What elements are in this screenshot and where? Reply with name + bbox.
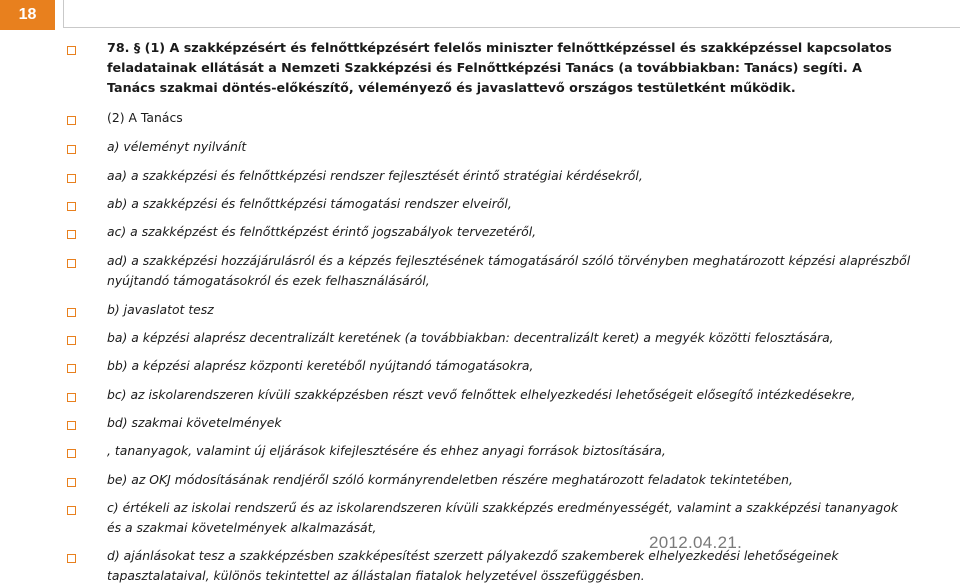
point-d: d) ajánlásokat tesz a szakképzésben szakképesítést szerzett pályakezdő szakemberek elhelyezkedési lehetőségeinek tapasztalataival, különös tekintettel az állástalan fiatalok helyzetével összefüggésben. bbox=[107, 548, 839, 583]
square-bullet-icon bbox=[67, 308, 76, 317]
point-aa: aa) a szakképzési és felnőttképzési rendszer fejlesztését érintő stratégiai kérdésekről, bbox=[107, 168, 643, 183]
square-bullet-icon bbox=[67, 364, 76, 373]
point-c: c) értékeli az iskolai rendszerű és az iskolarendszeren kívüli szakképzés eredményességét, valamint a szakképzési tananyagok és a szakmai követelmények alkalmazását, bbox=[107, 500, 898, 535]
square-bullet-icon bbox=[67, 421, 76, 430]
point-ba: ba) a képzési alaprész decentralizált keretének (a továbbiakban: decentralizált keret) a megyék közötti felosztására, bbox=[107, 330, 834, 345]
point-ab: ab) a szakképzési és felnőttképzési támogatási rendszer elveiről, bbox=[107, 196, 512, 211]
point-be: be) az OKJ módosításának rendjéről szóló kormányrendeletben részére meghatározott feladatok tekintetében, bbox=[107, 472, 793, 487]
point-bc: bc) az iskolarendszeren kívüli szakképzésben részt vevő felnőttek elhelyezkedési lehetőségeit elősegítő intézkedésekre, bbox=[107, 387, 856, 402]
square-bullet-icon bbox=[67, 449, 76, 458]
square-bullet-icon bbox=[67, 46, 76, 55]
square-bullet-icon bbox=[67, 230, 76, 239]
square-bullet-icon bbox=[67, 116, 76, 125]
square-bullet-icon bbox=[67, 259, 76, 268]
paragraph-78: 78. § (1) A szakképzésért és felnőttképzésért felelős miniszter felnőttképzéssel és szakképzéssel kapcsolatos feladatainak ellátását a Nemzeti Szakképzési és Felnőttképzési Tanács (a továbbiakban: Tanács) segíti. A Tanács szakmai döntés-előkészítő, véleményező és javaslattevő országos testületként működik. bbox=[107, 40, 892, 95]
square-bullet-icon bbox=[67, 336, 76, 345]
square-bullet-icon bbox=[67, 506, 76, 515]
point-bd-continued: , tananyagok, valamint új eljárások kifejlesztésére és ehhez anyagi források biztosítására, bbox=[107, 443, 666, 458]
point-ac: ac) a szakképzést és felnőttképzést érintő jogszabályok tervezetéről, bbox=[107, 224, 537, 239]
point-b: b) javaslatot tesz bbox=[107, 302, 214, 317]
date-stamp: 2012.04.21. bbox=[649, 533, 743, 552]
page-number-badge: 18 bbox=[0, 0, 55, 30]
square-bullet-icon bbox=[67, 202, 76, 211]
square-bullet-icon bbox=[67, 554, 76, 563]
square-bullet-icon bbox=[67, 145, 76, 154]
paragraph-2: (2) A Tanács bbox=[107, 110, 183, 125]
point-a: a) véleményt nyilvánít bbox=[107, 139, 247, 154]
point-bb: bb) a képzési alaprész központi keretéből nyújtandó támogatásokra, bbox=[107, 358, 534, 373]
square-bullet-icon bbox=[67, 478, 76, 487]
point-ad: ad) a szakképzési hozzájárulásról és a képzés fejlesztésének támogatásáról szóló törvényben meghatározott képzési alaprészből nyújtandó támogatásokról és ezek felhasználásáról, bbox=[107, 253, 911, 288]
point-bd: bd) szakmai követelmények bbox=[107, 415, 282, 430]
square-bullet-icon bbox=[67, 174, 76, 183]
square-bullet-icon bbox=[67, 393, 76, 402]
